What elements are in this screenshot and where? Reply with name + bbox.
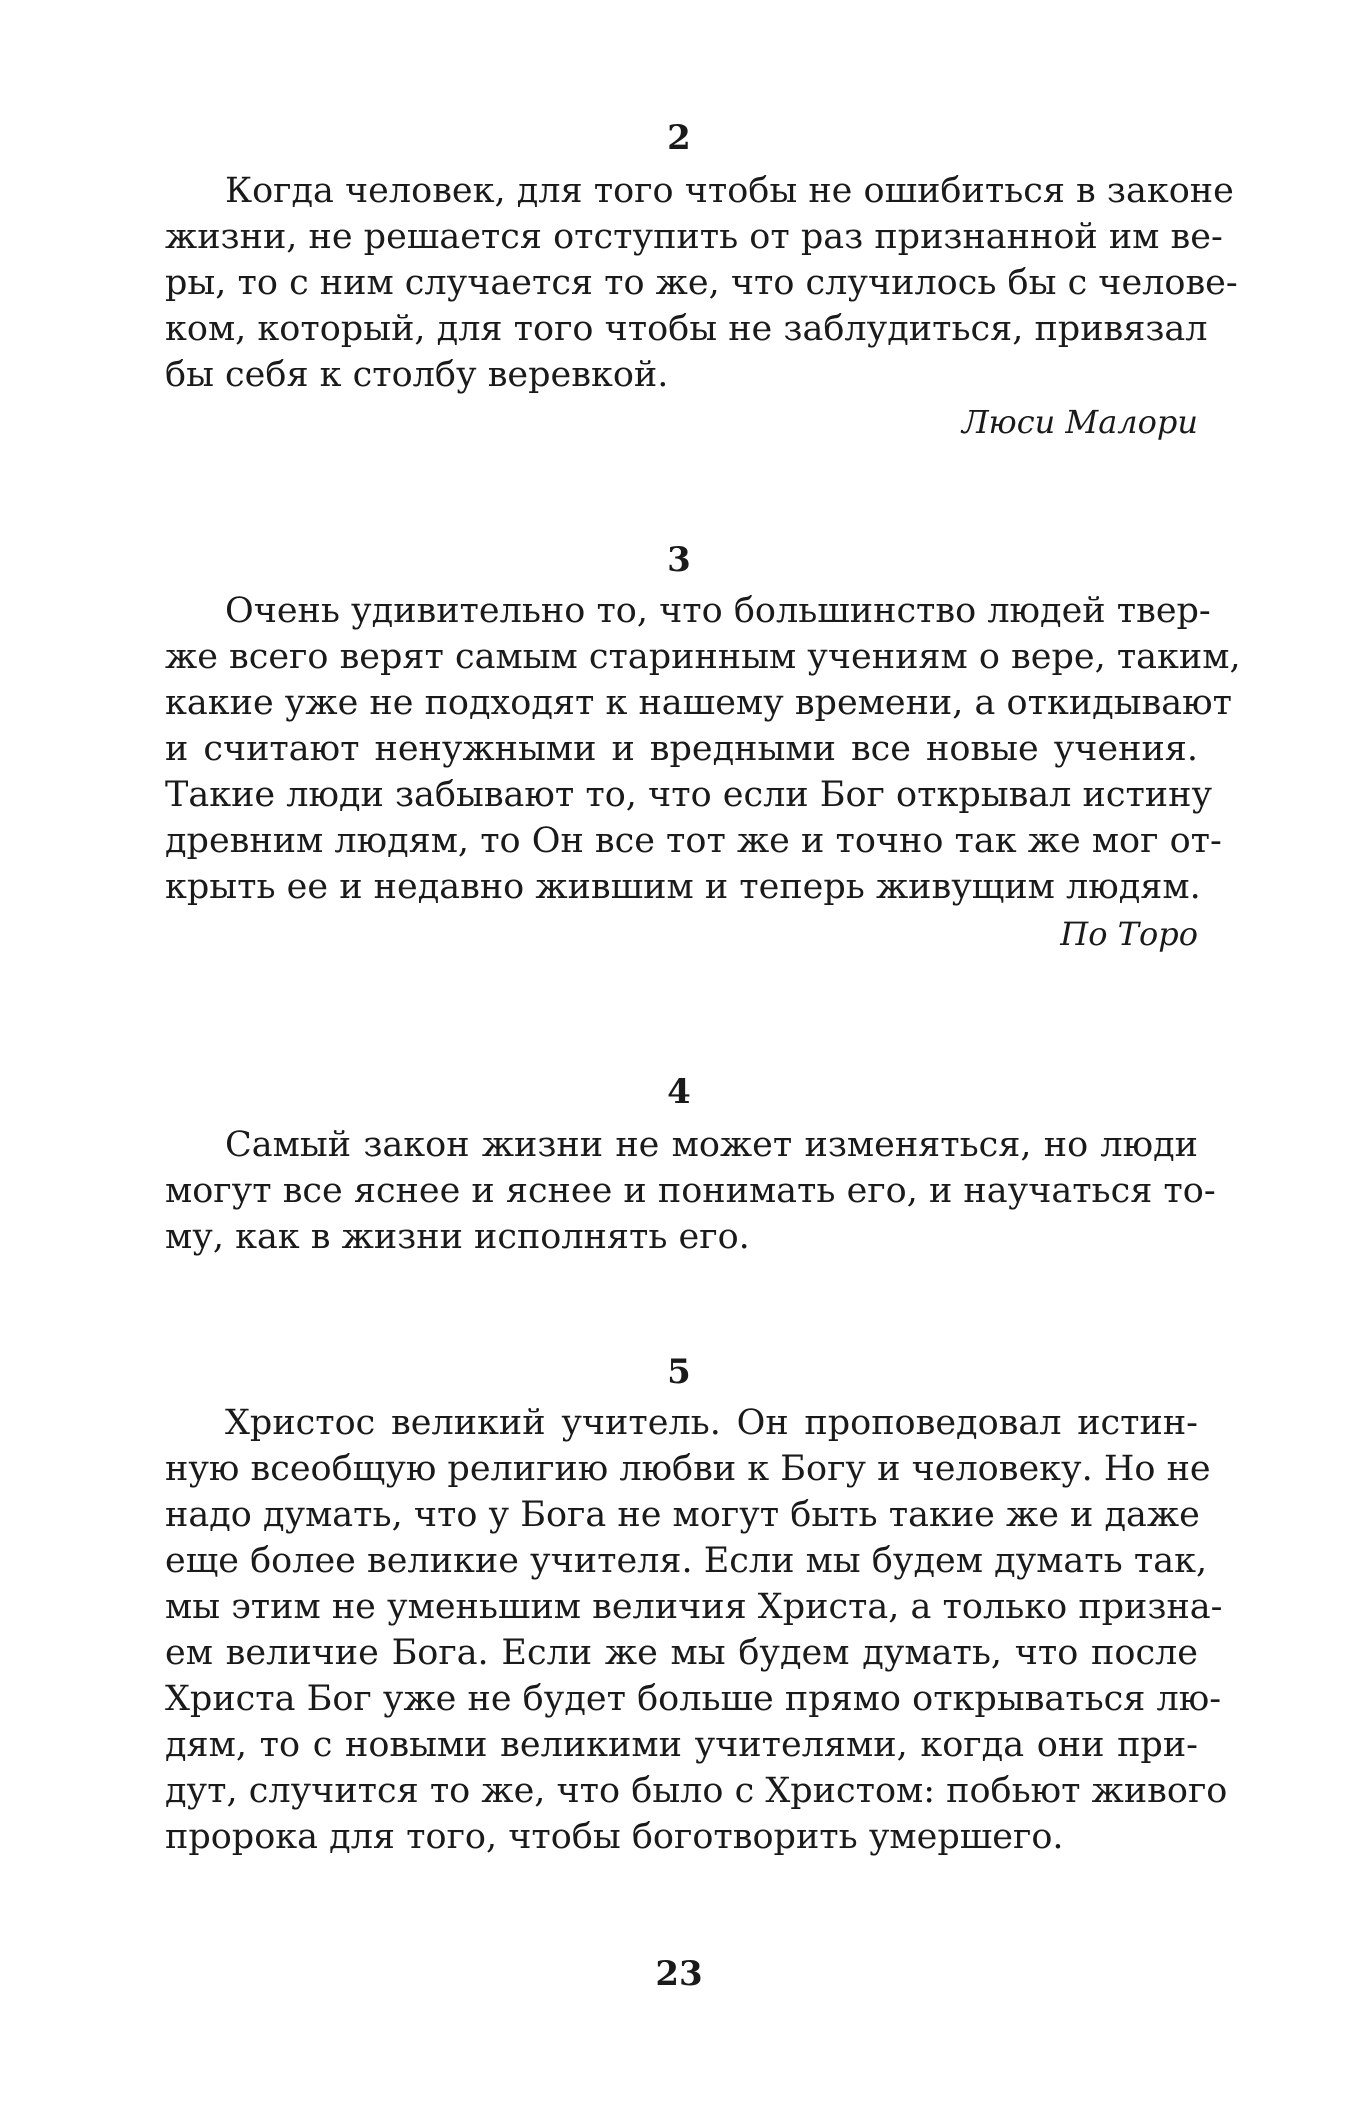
section-5-line-5: мы этим не уменьшим величия Христа, а только призна-: [165, 1587, 1223, 1627]
section-3-author: По Торо: [1060, 915, 1198, 953]
section-2-line-1: Когда человек, для того чтобы не ошибиться в законе: [225, 171, 1234, 211]
section-2-line-4: ком, который, для того чтобы не заблудиться, привязал: [165, 309, 1208, 349]
section-3-line-3: какие уже не подходят к нашему времени, а откидывают: [165, 683, 1232, 723]
section-5-line-1: Христос великий учитель. Он проповедовал истин-: [225, 1403, 1198, 1443]
section-number-4: 4: [667, 1072, 691, 1112]
section-4-line-3: му, как в жизни исполнять его.: [165, 1217, 750, 1257]
section-number-3: 3: [667, 540, 691, 580]
section-number-5: 5: [667, 1352, 691, 1392]
section-3-line-6: древним людям, то Он все тот же и точно так же мог от-: [165, 821, 1222, 861]
section-2-author: Люси Малори: [961, 403, 1198, 441]
section-5-line-7: Христа Бог уже не будет больше прямо открываться лю-: [165, 1679, 1222, 1719]
section-number-2: 2: [667, 118, 691, 158]
section-4-line-2: могут все яснее и яснее и понимать его, и научаться то-: [165, 1171, 1216, 1211]
section-3-line-1: Очень удивительно то, что большинство людей твер-: [225, 591, 1211, 631]
section-5-line-2: ную всеобщую религию любви к Богу и человеку. Но не: [165, 1449, 1211, 1489]
section-5-line-3: надо думать, что у Бога не могут быть такие же и даже: [165, 1495, 1200, 1535]
section-2-line-5: бы себя к столбу веревкой.: [165, 355, 669, 395]
section-3-line-2: же всего верят самым старинным учениям о вере, таким,: [165, 637, 1241, 677]
section-5-line-6: ем величие Бога. Если же мы будем думать, что после: [165, 1633, 1198, 1673]
section-5-line-9: дут, случится то же, что было с Христом: побьют живого: [165, 1771, 1228, 1811]
section-3-line-5: Такие люди забывают то, что если Бог открывал истину: [165, 775, 1213, 815]
section-4-line-1: Самый закон жизни не может изменяться, но люди: [225, 1125, 1198, 1165]
section-5-line-10: пророка для того, чтобы боготворить умершего.: [165, 1817, 1064, 1857]
page-number: 23: [655, 1954, 703, 1994]
section-5-line-8: дям, то с новыми великими учителями, когда они при-: [165, 1725, 1198, 1765]
section-3-line-7: крыть ее и недавно жившим и теперь живущим людям.: [165, 867, 1201, 907]
section-3-line-4: и считают ненужными и вредными все новые учения.: [165, 729, 1198, 769]
section-2-line-2: жизни, не решается отступить от раз признанной им ве-: [165, 217, 1223, 257]
section-2-line-3: ры, то с ним случается то же, что случилось бы с челове-: [165, 263, 1238, 303]
section-5-line-4: еще более великие учителя. Если мы будем думать так,: [165, 1541, 1208, 1581]
